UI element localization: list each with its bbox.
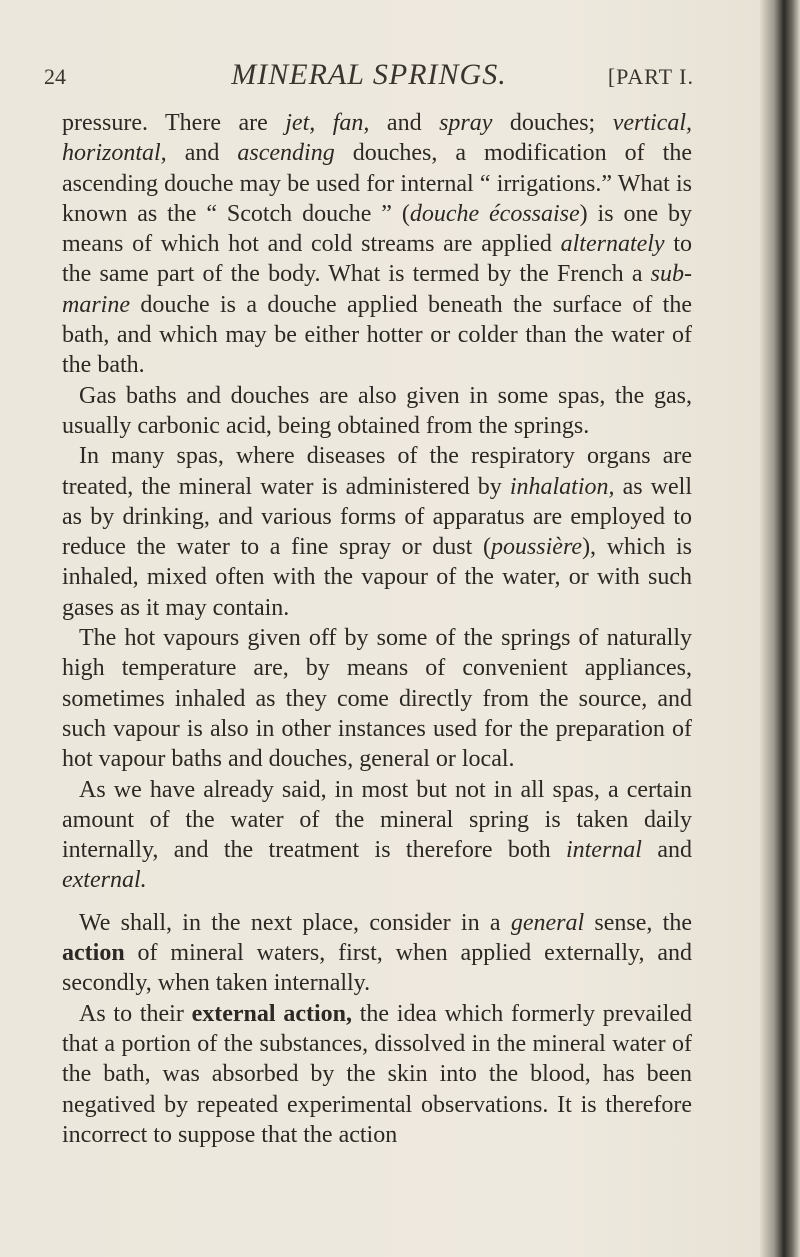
text-run: and [641, 837, 693, 864]
italic-text: general [510, 909, 585, 936]
text-run: douches; [492, 110, 613, 136]
paragraph [62, 441, 692, 623]
italic-text: jet, fan, [285, 110, 370, 136]
paragraph [62, 381, 692, 442]
italic-text: douche écossaise [409, 200, 580, 227]
paragraph [62, 108, 692, 381]
text-run: ) is one by means of which hot and cold streams are applied [62, 200, 692, 258]
text-run: In many spas, where diseases of the respiratory organs are treated, the mineral water is administered by [62, 443, 692, 500]
book-gutter-shadow [760, 0, 800, 1257]
italic-text: inhalation, [509, 473, 615, 500]
running-header [44, 58, 694, 98]
text-run: Gas baths and douches are also given in some spas, the gas, usually carbonic acid, being obtained from the springs. [62, 382, 692, 439]
page-number: 24 [44, 64, 66, 89]
text-run: to the same part of the body. What is termed by the French a [62, 231, 692, 288]
text-run: and [369, 110, 440, 136]
text-run: pressure. There are [62, 110, 286, 136]
italic-text: vertical, horizontal, [62, 110, 693, 167]
text-run: douche is a douche applied beneath the surface of the bath, and which may be either hotter or colder than the water of the bath. [62, 291, 692, 379]
text-run: and [166, 140, 238, 167]
bold-text: external action, [191, 1000, 352, 1027]
text-run: douches, a modification of the ascending douche may be used for internal “ irrigations.” What is known as the “ Scotch douche ” ( [62, 140, 693, 227]
paragraph [62, 999, 692, 1150]
text-run: The hot vapours given off by some of the springs of naturally high temperature are, by means of convenient appliances, sometimes inhaled as they come directly from the source, and such vapour is also in other instances used for the preparation of hot vapour baths and douches, general or local. [62, 625, 692, 773]
italic-text: ascending [237, 140, 335, 167]
italic-text: spray [439, 110, 493, 136]
text-run: sense, the [584, 909, 692, 936]
italic-text: poussière [490, 534, 583, 561]
italic-text: external. [62, 867, 147, 894]
paragraph [62, 623, 692, 774]
text-run: of mineral waters, first, when applied externally, and secondly, when taken internally. [62, 940, 692, 997]
text-run: As we have already said, in most but not in all spas, a certain amount of the water of the mineral spring is taken daily internally, and the treatment is therefore both [62, 776, 692, 864]
running-title: MINERAL SPRINGS. [231, 58, 507, 91]
italic-text: internal [565, 837, 642, 864]
italic-text: submarine [62, 261, 692, 318]
italic-text: alternately [560, 231, 665, 258]
text-run: We shall, in the next place, consider in a [79, 909, 511, 936]
text-run: ), which is inhaled, mixed often with the vapour of the water, or with such gases as it may contain. [62, 534, 692, 621]
bold-text: action [62, 940, 125, 967]
paragraph [62, 775, 692, 896]
text-run: As to their [79, 1000, 192, 1027]
text-run: as well as by drinking, and various forms of apparatus are employed to reduce the water to a fine spray or dust ( [62, 473, 692, 561]
body-text [62, 108, 692, 1150]
text-run: the idea which formerly prevailed that a portion of the substances, dissolved in the mineral water of the bath, was absorbed by the skin into the blood, has been negatived by repeated experimental observations. It is therefore incorrect to suppose that the action [62, 1000, 692, 1148]
paragraph [62, 908, 692, 999]
part-label: [PART I. [607, 64, 694, 89]
